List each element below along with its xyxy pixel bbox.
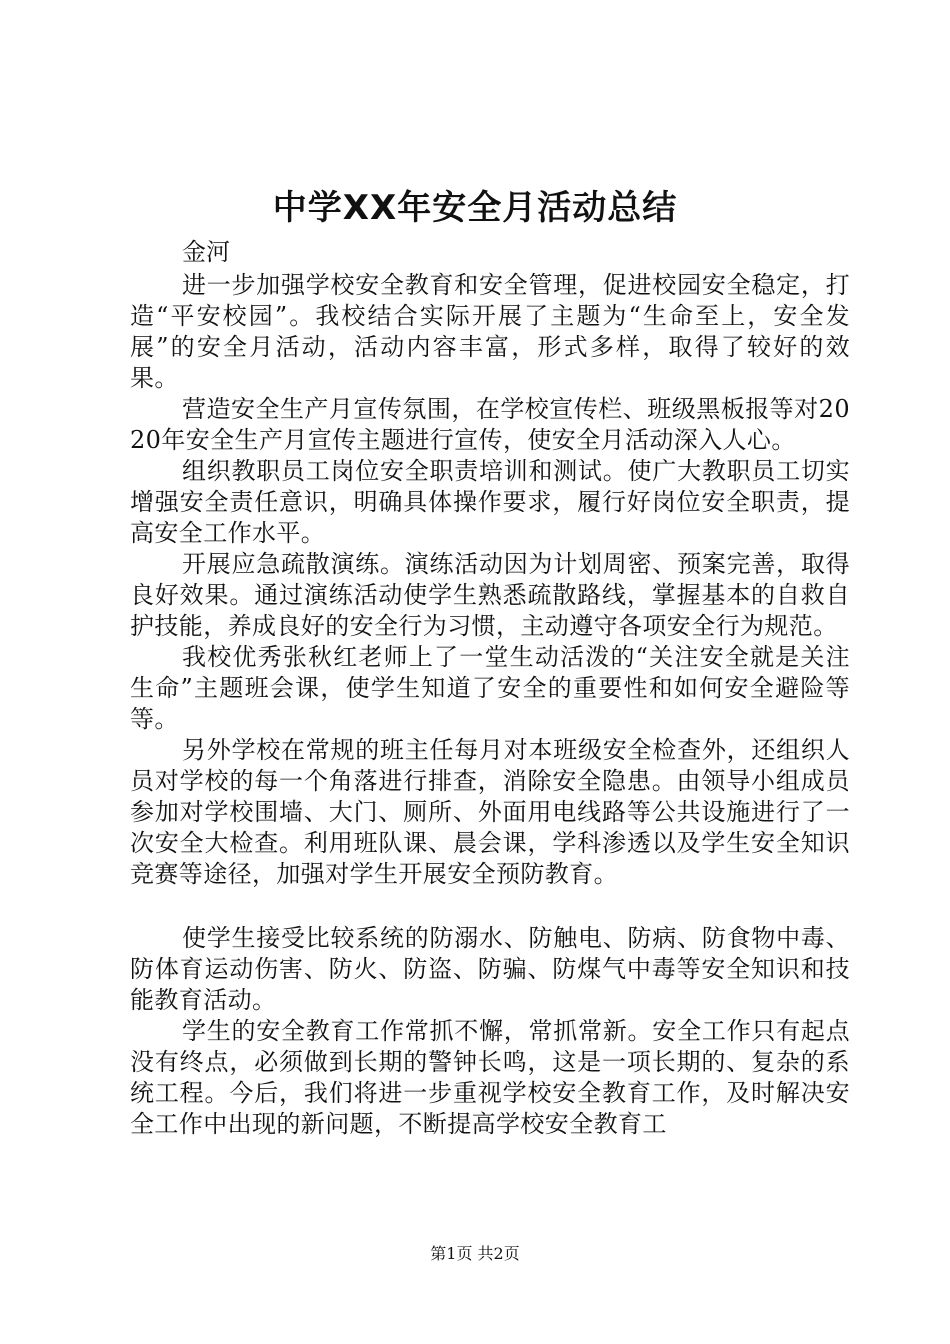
- paragraph-safety-education: 使学生接受比较系统的防溺水、防触电、防病、防食物中毒、防体育运动伤害、防火、防盗、防骗、防煤气中毒等安全知识和技能教育活动。: [130, 924, 850, 1014]
- document-body: [130, 270, 850, 1140]
- page-number-footer: 第1页 共2页: [430, 1244, 520, 1263]
- paragraph-intro: 进一步加强学校安全教育和安全管理，促进校园安全稳定，打造“平安校园”。我校结合实际开展了主题为“生命至上，安全发展”的安全月活动，活动内容丰富，形式多样，取得了较好的效果。: [130, 271, 850, 392]
- paragraph-conclusion: 学生的安全教育工作常抓不懈，常抓常新。安全工作只有起点没有终点，必须做到长期的警钟长鸣，这是一项长期的、复杂的系统工程。今后，我们将进一步重视学校安全教育工作，及时解决安全工作中出现的新问题，不断提高学校安全教育工: [130, 1017, 850, 1138]
- paragraph-training: 组织教职员工岗位安全职责培训和测试。使广大教职员工切实增强安全责任意识，明确具体操作要求，履行好岗位安全职责，提高安全工作水平。: [130, 457, 850, 547]
- paragraph-evacuation-drill: 开展应急疏散演练。演练活动因为计划周密、预案完善，取得良好效果。通过演练活动使学生熟悉疏散路线，掌握基本的自救自护技能，养成良好的安全行为习惯，主动遵守各项安全行为规范。: [130, 550, 850, 640]
- paragraph-inspection: 另外学校在常规的班主任每月对本班级安全检查外，还组织人员对学校的每一个角落进行排查，消除安全隐患。由领导小组成员参加对学校围墙、大门、厕所、外面用电线路等公共设施进行了一次安全大检查。利用班队课、晨会课，学科渗透以及学生安全知识竞赛等途径，加强对学生开展安全预防教育。: [130, 736, 850, 888]
- page-title: 中学XX年安全月活动总结: [272, 188, 678, 228]
- paragraph-class-meeting: 我校优秀张秋红老师上了一堂生动活泼的“关注安全就是关注生命”主题班会课，使学生知道了安全的重要性和如何安全避险等等。: [130, 643, 850, 733]
- paragraph-publicity: 营造安全生产月宣传氛围，在学校宣传栏、班级黑板报等对2020年安全生产月宣传主题进行宣传，使安全月活动深入人心。: [130, 395, 850, 454]
- author-name: 金河: [182, 238, 230, 266]
